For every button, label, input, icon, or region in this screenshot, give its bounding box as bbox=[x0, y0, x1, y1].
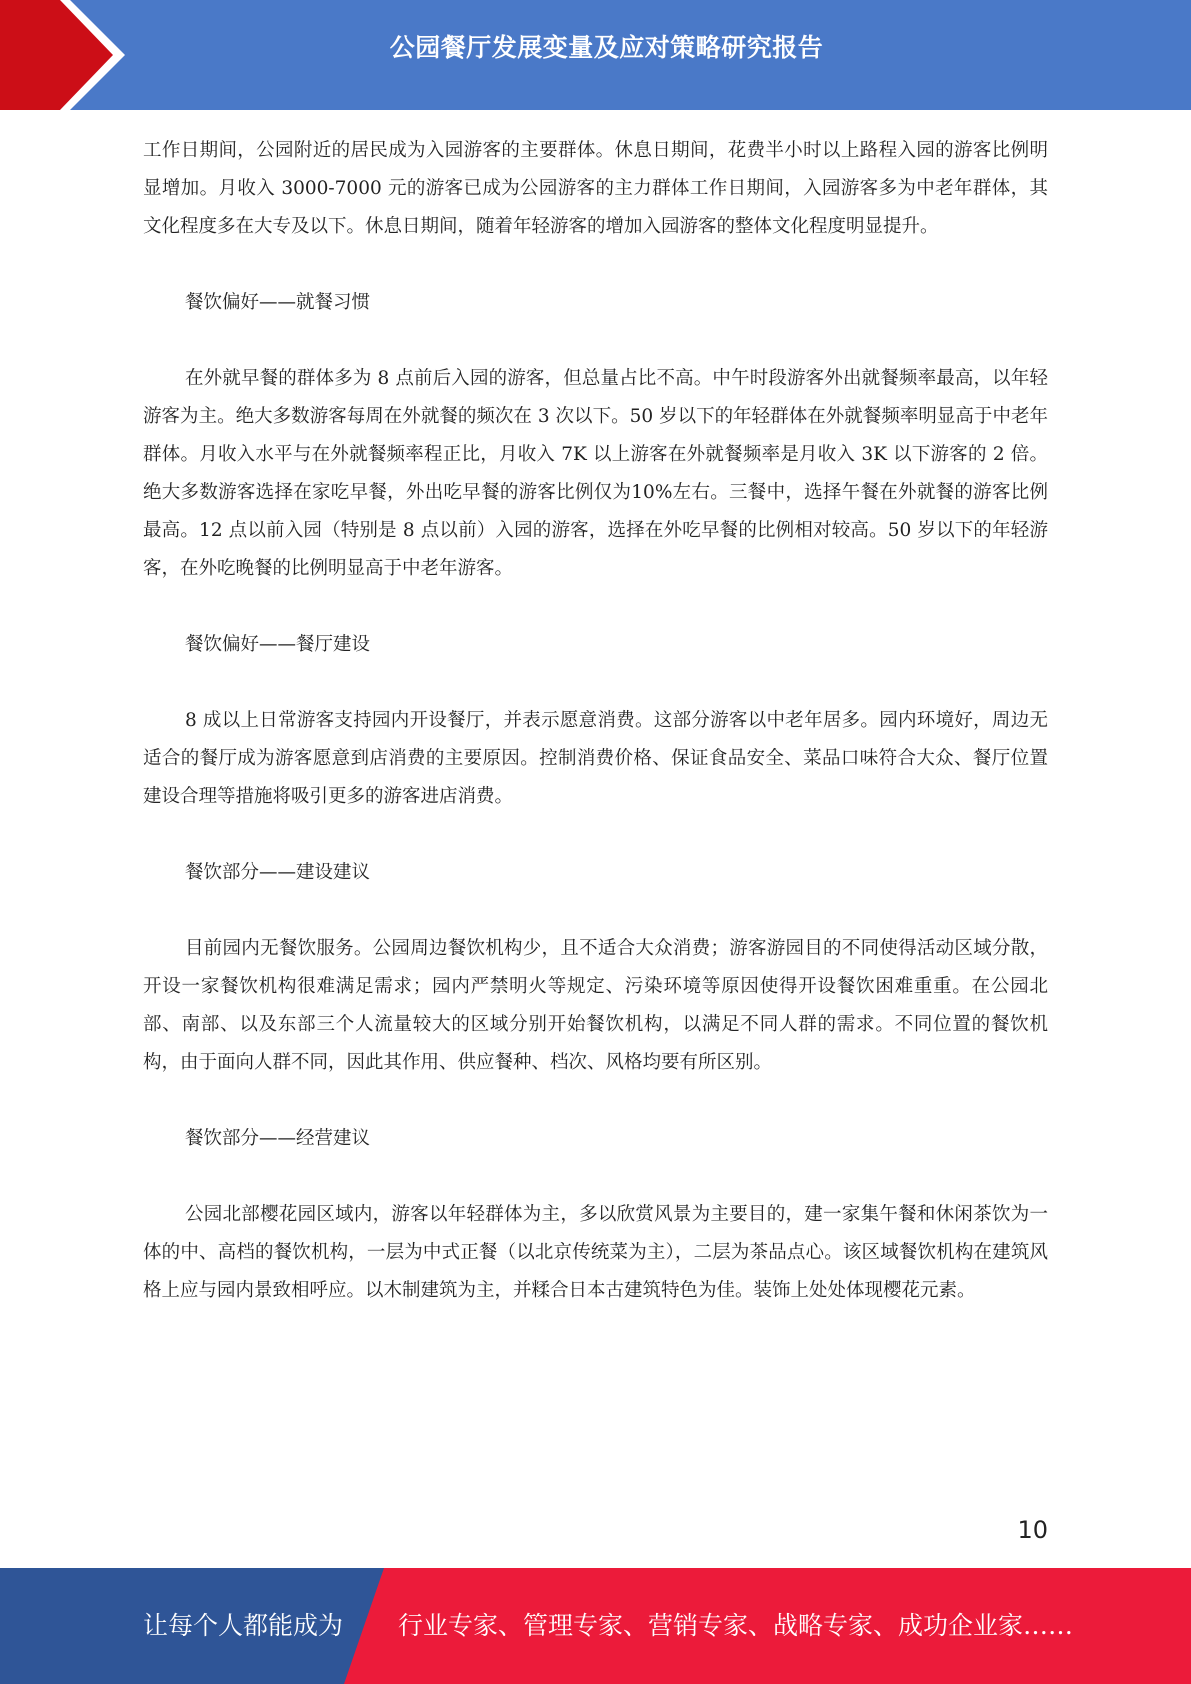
report-title: 公园餐厅发展变量及应对策略研究报告 bbox=[389, 33, 824, 62]
section-heading-dining-habits: 餐饮偏好——就餐习惯 bbox=[185, 292, 371, 313]
footer-slogan: 让每个人都能成为 bbox=[143, 1611, 344, 1640]
page-body bbox=[143, 132, 1048, 1310]
page-footer bbox=[0, 1568, 1191, 1684]
section-heading-construction-advice: 餐饮部分——建设建议 bbox=[185, 862, 371, 883]
section-heading-restaurant-building: 餐饮偏好——餐厅建设 bbox=[185, 634, 371, 655]
section-heading-operation-advice: 餐饮部分——经营建议 bbox=[185, 1128, 371, 1149]
page-number: 10 bbox=[1017, 1516, 1048, 1544]
page-header bbox=[0, 0, 1191, 110]
paragraph-restaurant-building: 8 成以上日常游客支持园内开设餐厅，并表示愿意消费。这部分游客以中老年居多。园内环境好，周边无适合的餐厅成为游客愿意到店消费的主要原因。控制消费价格、保证食品安全、菜品口味符合大众、餐厅位置建设合理等措施将吸引更多的游客进店消费。 bbox=[143, 710, 1048, 807]
paragraph-dining-habits: 在外就早餐的群体多为 8 点前后入园的游客，但总量占比不高。中午时段游客外出就餐频率最高，以年轻游客为主。绝大多数游客每周在外就餐的频次在 3 次以下。50 岁以下的年轻群体在外就餐频率明显高于中老年群体。月收入水平与在外就餐频率程正比，月收入 7K 以上游客在外就餐频率是月收入 3K 以下游客的 2 倍。绝大多数游客选择在家吃早餐，外出吃早餐的游客比例仅为10%左右。三餐中，选择午餐在外就餐的游客比例最高。12 点以前入园（特别是 8 点以前）入园的游客，选择在外吃早餐的比例相对较高。50 岁以下的年轻游客，在外吃晚餐的比例明显高于中老年游客。 bbox=[143, 368, 1048, 579]
footer-roles: 行业专家、管理专家、营销专家、战略专家、成功企业家…… bbox=[398, 1611, 1074, 1640]
paragraph-construction-advice: 目前园内无餐饮服务。公园周边餐饮机构少，且不适合大众消费；游客游园目的不同使得活动区域分散，开设一家餐饮机构很难满足需求；园内严禁明火等规定、污染环境等原因使得开设餐饮困难重重。在公园北部、南部、以及东部三个人流量较大的区域分别开始餐饮机构，以满足不同人群的需求。不同位置的餐饮机构，由于面向人群不同，因此其作用、供应餐种、档次、风格均要有所区别。 bbox=[143, 938, 1048, 1073]
paragraph-operation-advice: 公园北部樱花园区域内，游客以年轻群体为主，多以欣赏风景为主要目的，建一家集午餐和休闲茶饮为一体的中、高档的餐饮机构，一层为中式正餐（以北京传统菜为主），二层为茶品点心。该区域餐饮机构在建筑风格上应与园内景致相呼应。以木制建筑为主，并糅合日本古建筑特色为佳。装饰上处处体现樱花元素。 bbox=[143, 1204, 1048, 1301]
paragraph-visitor-profile: 工作日期间，公园附近的居民成为入园游客的主要群体。休息日期间，花费半小时以上路程入园的游客比例明显增加。月收入 3000-7000 元的游客已成为公园游客的主力群体工作日期间，入园游客多为中老年群体，其文化程度多在大专及以下。休息日期间，随着年轻游客的增加入园游客的整体文化程度明显提升。 bbox=[143, 140, 1048, 237]
